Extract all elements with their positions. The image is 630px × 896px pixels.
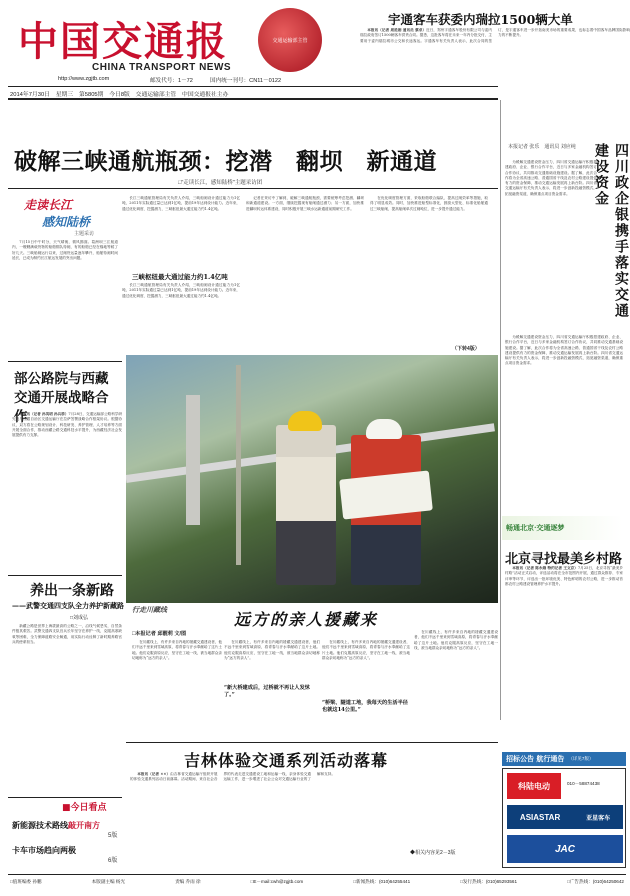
lead-jump: （下转4版）	[452, 346, 480, 352]
top-right-body	[360, 28, 630, 96]
top-right-text: 近日，郑州宇通客车股份有限公司与委内瑞拉政府签订1500辆客车供货合同。据悉，这批客车将在未来一年内分批交付，主要用于委内瑞拉城市公交和长途客运。宇通客车有关负责人表示，此次合同的签订，是宇通客车进一步开拓南美市场的重要成果，也标志着中国客车品牌国际影响力的不断提升。	[360, 28, 630, 43]
lead-subhead: 三峡枢纽最大通过能力约1.4亿吨	[132, 273, 228, 281]
left-story1-byline: 本报讯（记者 孙英明 孙兵桥）	[19, 412, 69, 416]
lead-col-2b-text: 长江三峡通航管理局有关负责人介绍，三峡船闸设计通过能力为1亿吨，2011年实际通过量已达到1亿吨，提前19年达到设计能力。近年来，通过优化调度、挖掘潜力，三峡枢纽最大通过能力约1.4亿吨。	[122, 283, 240, 298]
index-item-2-page: 6版	[108, 858, 118, 864]
left-story2-rule	[8, 575, 122, 576]
footer-bar	[10, 879, 624, 885]
jilin-jump: ◆相关内容见2－3版	[410, 850, 456, 856]
photo-quote-2: “桥梁、隧道工地，我每天的生活半径也就这14公里。”	[322, 700, 408, 713]
ad-logo-1-text: 科陆电动	[518, 781, 550, 791]
worker-1	[276, 425, 336, 585]
beijing-byline: 本报讯（记者 陈永娥 特约记者 王文京）	[512, 566, 578, 570]
photo-body-1-text: 在川藏线上，有许多来自内地的援藏交通建设者，他们不远千里来到雪域高原，将青春与汗水奉献给了这片土地。他们克服高原反应，坚守在工地一线，被当地群众亲切地称为“远方的亲人”。	[132, 640, 222, 660]
ad-logo-1	[507, 773, 561, 799]
lead-kicker: □"走读长江，感知陆桥"主题采访团	[178, 180, 263, 186]
index-rule	[8, 797, 122, 798]
beijing-body	[505, 566, 623, 706]
lead-photo	[126, 355, 498, 603]
lead-col-2b	[122, 283, 240, 351]
left-story2-text: 新藏公路是世界上海拔最高的公路之一，沿线气候恶劣，自然条件极其艰苦。武警交通四支队官兵长年坚守在养护一线，克服高寒缺氧等困难，全力保障道路安全畅通，用实际行动诠释了新时期养路官兵的使命担当。	[12, 624, 122, 644]
ad-logo-3	[507, 835, 623, 863]
bridge-crane	[236, 365, 241, 565]
footer-item-3: 责编 乔雨 徐	[175, 879, 201, 884]
sichuan-body-lower-text: 为缓解交通建设资金压力，四川省交通运输厅积极搭建政府、企业、银行合作平台，近日与多家金融机构签订合作协议，共同推动交通基础设施建设。据了解，此次合作将为全省高速公路、普通国省干线及农村公路建设提供有力的资金保障，推动交通运输发展再上新台阶。四川省交通运输厅有关负责人表示，将进一步创新投融资模式，拓宽融资渠道，确保重点项目资金需求。	[505, 335, 623, 366]
photo-byline: □本报记者 邱靓莉 文/图	[132, 631, 187, 637]
footer-item-1: □值班编委 孙鹏	[10, 879, 42, 884]
left-story1-body	[12, 412, 122, 572]
footer-item-4: □E－mail:cwh@zgjtb.com	[250, 879, 304, 884]
lead-col-2	[122, 196, 240, 268]
left-story2-body	[12, 624, 122, 792]
logo-text: 交通运输部主管	[272, 37, 308, 44]
footer-item-5: □新闻热线：(010)64255441	[353, 879, 411, 884]
lead-col-4-text: 在优化调度管理方面，采取船舶联合编队、提高过闸效率等措施，取得了明显成效。同时，加快推进船型标准化，鼓励大型化、标准化船舶通过三峡船闸，提高船闸单次过闸吨位，进一步提升通过能力。	[370, 196, 488, 211]
sichuan-byline: 本报记者 张乐 通讯员 刘应纯	[508, 144, 576, 150]
lead-headline: 破解三峡通航瓶颈：挖潜 翻坝 新通道	[14, 148, 437, 175]
lead-rule	[8, 188, 498, 189]
photo-body-3	[322, 640, 410, 738]
logo-line-1: 走读长江	[24, 198, 73, 212]
beijing-column-logo	[502, 516, 622, 540]
beijing-text: 7月25日，北京寻找“最美乡村路”活动正式启动，评选活动将在全市范围内开展，通过群众推荐、专家评审等环节，评选出一批环境优美、特色鲜明的农村公路，进一步推动首都农村公路建设管理养护水平提升。	[505, 566, 623, 586]
masthead-english: CHINA TRANSPORT NEWS	[92, 62, 232, 73]
ad-box[interactable]	[502, 768, 626, 868]
masthead-logo	[258, 8, 322, 72]
jilin-text: 由吉林省交通运输厅组织开展的体验交通系列活动日前落幕。活动期间，来自社会各界的代表走进交通建设工地和运输一线，亲身体验交通运输工作，进一步增进了社会公众对交通运输行业的了解和支持。	[130, 772, 335, 782]
jilin-rule	[126, 742, 498, 743]
ad-logo-2	[507, 805, 623, 829]
ad-logo-1-phone: 010－58874438	[567, 781, 600, 786]
left-story2-byline: □刘成弘	[70, 615, 89, 621]
ad-header-text: 招标公告 航行通告	[506, 754, 565, 763]
ad-header-note: （详见7版）	[568, 756, 594, 761]
lead-col-4	[370, 196, 488, 344]
index-item-1-highlight: 敲开南方	[68, 821, 100, 830]
masthead-url: http://www.zgjtb.com	[58, 76, 110, 82]
sichuan-headline-bar	[593, 143, 629, 323]
lead-col-1-text: 7月15日中午时分，天气晴朗，微风拂面。葛洲坝三江航道内，一艘艘满载货物的船舶排队待闸，有的船舶已经在锚地等候了好几天。三峡船闸运行以来，过闸货运量逐年攀升，船舶待闸时间延长，已成为制约长江航运发展的突出问题。	[12, 240, 118, 260]
masthead-title: 中国交通报	[18, 18, 228, 65]
photo-quote-1: “新大桥建成后，过桥就不再让人发怵了。”	[224, 685, 310, 698]
index-item-1-page: 5版	[108, 833, 118, 839]
ad-header	[502, 752, 626, 766]
photo-body-3-text: 在川藏线上，有许多来自内地的援藏交通建设者，他们不远千里来到雪域高原，将青春与汗水奉献给了这片土地。他们克服高原反应，坚守在工地一线，被当地群众亲切地称为“远方的亲人”。	[322, 640, 410, 660]
beijing-headline: 北京寻找最美乡村路	[505, 552, 623, 567]
left-story1-headline: 部公路院与西藏交通开展战略合作	[14, 371, 109, 425]
photo-body-2	[224, 640, 320, 682]
top-right-headline: 宇通客车获委内瑞拉1500辆大单	[388, 12, 573, 27]
footer-item-6: □发行热线：(010)65293561	[460, 879, 518, 884]
index-item-1[interactable]	[12, 820, 100, 831]
left-story1-rule	[8, 361, 122, 362]
index-item-1-label: 新能源技术路线	[12, 821, 68, 830]
left-story2-headline: 养出一条新路	[30, 583, 114, 599]
lead-column-logo	[24, 196, 116, 236]
lead-col-3	[246, 196, 364, 351]
sichuan-headline: 四川政企银携手落实交通建设资金	[593, 143, 629, 319]
footer-rule	[8, 874, 626, 875]
photo-caption-title: 远方的亲人援藏来	[234, 610, 379, 629]
jilin-byline: 本报讯（记者 ××）	[137, 772, 171, 776]
photo-body-4-text: 在川藏线上，有许多来自内地的援藏交通建设者，他们不远千里来到雪域高原，将青春与汗水奉献给了这片土地。他们克服高原反应，坚守在工地一线，被当地群众亲切地称为“远方的亲人”。	[414, 630, 498, 650]
logo-line-3: 主题采访	[74, 231, 95, 237]
left-story1-text: 7月28日，交通运输部公路科学研究院与西藏自治区交通运输厅在拉萨签署战略合作框架协议。根据协议，双方将在公路规划设计、科技研发、养护管理、人才培养等方面开展全面合作，推动西藏公路交通科技水平提升，为西藏经济社会发展提供有力支撑。	[12, 412, 122, 438]
footer-item-2: 本版副主编 杨光	[91, 879, 126, 884]
index-item-2[interactable]	[12, 845, 76, 856]
lead-col-1	[12, 240, 118, 352]
photo-body-1	[132, 640, 222, 738]
jilin-headline: 吉林体验交通系列活动落幕	[184, 751, 389, 770]
logo-line-2: 感知陆桥	[42, 215, 91, 229]
masthead-postal: 邮发代号：1－72	[150, 78, 193, 84]
sichuan-body-lower	[505, 335, 623, 475]
top-right-byline: 本报讯（记者 周延娟 通讯员 蔡卓）	[367, 28, 427, 32]
lead-col-3-text: 记者在采访中了解到，破解三峡通航瓶颈，需要统筹考虑挖潜、翻坝和新通道建设。一方面，继续挖掘现有船闸通过潜力；另一方面，加快推进翻坝转运体系建设，同时积极开展三峡水运新通道前期研究工作。	[246, 196, 364, 211]
left-story2-subhead: ——武警交通四支队全力养护新藏路	[12, 601, 124, 610]
jilin-body	[130, 772, 498, 844]
photo-caption-label: 行走川藏线	[132, 605, 167, 614]
index-title: ■今日看点	[62, 803, 107, 813]
ad-logo-3-text: JAC	[554, 843, 575, 855]
beijing-logo-text: 畅通北京·交通逐梦	[506, 523, 565, 532]
sichuan-body-text: 为缓解交通建设资金压力，四川省交通运输厅积极搭建政府、企业、银行合作平台，近日与多家金融机构签订合作协议，共同推动交通基础设施建设。据了解，此次合作将为全省高速公路、普通国省干线及农村公路建设提供有力的资金保障，推动交通运输发展再上新台阶。四川省交通运输厅有关负责人表示，将进一步创新投融资模式，拓宽融资渠道，确保重点项目资金需求。	[505, 160, 597, 196]
photo-body-4	[414, 630, 498, 738]
bridge-pier	[186, 395, 200, 525]
ad-logo-2-tag: 亚星客车	[586, 815, 611, 822]
masthead-cn-number: 国内统一刊号：CN11－0122	[210, 78, 282, 84]
worker-2-helmet	[366, 419, 402, 439]
index-item-2-label: 卡车市场趋向两极	[12, 846, 76, 855]
photo-body-2-text: 在川藏线上，有许多来自内地的援藏交通建设者，他们不远千里来到雪域高原，将青春与汗水奉献给了这片土地。他们克服高原反应，坚守在工地一线，被当地群众亲切地称为“远方的亲人”。	[224, 640, 320, 660]
lead-col-2-text: 长江三峡通航管理局有关负责人介绍，三峡船闸设计通过能力为1亿吨，2011年实际通过量已达到1亿吨，提前19年达到设计能力。近年来，通过优化调度、挖掘潜力，三峡枢纽最大通过能力约1.4亿吨。	[122, 196, 240, 211]
footer-item-7: □广告热线：(010)64250642	[567, 879, 624, 884]
masthead-rule-bottom	[8, 98, 498, 100]
masthead-date: 2014年7月30日 星期三 第5805期 今日8版 交通运输部主管 中国交通报社主办	[10, 92, 229, 98]
worker-1-helmet	[288, 411, 322, 431]
right-column-divider	[500, 100, 501, 720]
ad-logo-2-text: ASIASTAR	[519, 812, 561, 822]
